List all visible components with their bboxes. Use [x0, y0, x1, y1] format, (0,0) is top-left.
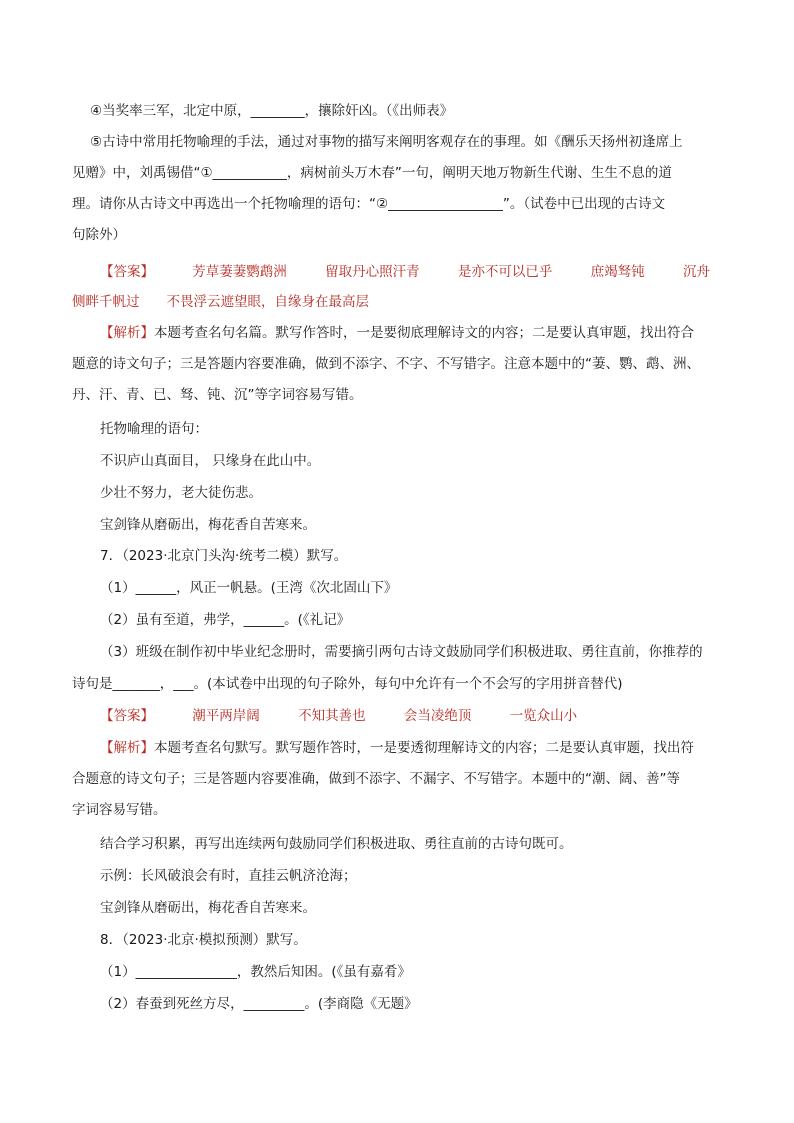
question-item: （1）_______________，教然后知困。(《虽有嘉肴》: [100, 964, 411, 980]
text-line: 不识庐山真面目， 只缘身在此山中。: [100, 453, 321, 469]
text-line: 托物喻理的语句：: [100, 421, 208, 437]
answer-item: 沉舟: [682, 264, 710, 280]
text-line: 题意的诗文句子；三是答题内容要准确，做到不添字、不字、不写错字。注意本题中的“萋、鹦、鹉、洲、: [72, 356, 700, 372]
answer-item: 会当凌绝顶: [403, 708, 472, 724]
text-line: ④当奖率三军，北定中原，________，攘除奸凶。（《出师表》: [90, 103, 454, 119]
text-line: 合题意的诗文句子；三是答题内容要准确，做到不添字、不漏字、不写错字。本题中的“潮、阔、善”等: [72, 771, 680, 787]
text-line: 结合学习积累，再写出连续两句鼓励同学们积极进取、勇往直前的古诗句既可。: [100, 836, 573, 852]
explanation-tag: 【解析】: [100, 325, 154, 341]
question-item: （1）______，风正一帆悬。(王湾《次北固山下》: [100, 580, 398, 596]
explanation-line: [100, 738, 694, 758]
explanation-line: [100, 323, 694, 343]
answer-item: 留取丹心照汗青: [325, 264, 420, 280]
answer-item: 是亦不可以已乎: [457, 264, 553, 280]
explanation-text: 本题考查名句名篇。默写作答时，一是要彻底理解诗文的内容；二是要认真审题，找出符合: [154, 325, 694, 341]
answer-item: 庶竭驽钝: [590, 264, 645, 280]
question-heading: 8．（2023·北京·模拟预测）默写。: [100, 932, 307, 948]
text-line: 字词容易写错。: [72, 802, 167, 818]
text-line: 诗句是_______，___。(本试卷中出现的句子除外，每句中允许有一个不会写的字用拼音替代): [72, 676, 623, 692]
text-line: ⑤古诗中常用托物喻理的手法，通过对事物的描写来阐明客观存在的事理。如《酬乐天扬州初逢席上: [90, 134, 683, 150]
answer-tag: 【答案】: [100, 264, 154, 280]
explanation-tag: 【解析】: [100, 740, 154, 756]
answer-continuation: 侧畔千帆过 不畏浮云遮望眼，自缘身在最高层: [72, 294, 369, 310]
text-line: 宝剑锋从磨砺出，梅花香自苦寒来。: [100, 900, 316, 916]
answer-tag: 【答案】: [100, 708, 154, 724]
text-line: 宝剑锋从磨砺出，梅花香自苦寒来。: [100, 517, 316, 533]
answer-item: 芳草萋萋鹦鹉洲: [192, 264, 287, 280]
question-item: （2）虽有至道，弗学，______。(《礼记》: [100, 612, 351, 628]
text-line: 丹、汗、青、已、驽、钝、沉”等字词容易写错。: [72, 387, 363, 403]
text-line: 少壮不努力，老大徒伤悲。: [100, 485, 262, 501]
question-item: （2）春蚕到死丝方尽，_________。(李商隐《无题》: [100, 996, 418, 1012]
text-line: 句除外）: [72, 227, 126, 243]
text-line: 见赠》中，刘禹锡借“①___________，病树前头万木春”一句，阐明天地万物新生代谢、生生不息的道: [72, 165, 672, 181]
answer-item: 潮平两岸阔: [192, 708, 260, 724]
explanation-text: 本题考查名句默写。默写题作答时，一是要透彻理解诗文的内容；二是要认真审题，找出符: [154, 740, 694, 756]
answer-item: 一览众山小: [509, 708, 578, 724]
answer-item: 不知其善也: [298, 708, 366, 724]
question-item: （3）班级在制作初中毕业纪念册时，需要摘引两句古诗文鼓励同学们积极进取、勇往直前，你推荐的: [100, 644, 703, 660]
answer-line: [100, 262, 710, 282]
text-line: 示例：长风破浪会有时，直挂云帆济沧海；: [100, 868, 357, 884]
question-heading: 7．（2023·北京门头沟·统考二模）默写。: [100, 548, 348, 564]
answer-line: [100, 706, 577, 726]
text-line: 理。请你从古诗文中再选出一个托物喻理的语句：“②_________________”。（试卷中已出现的古诗文: [72, 196, 666, 212]
